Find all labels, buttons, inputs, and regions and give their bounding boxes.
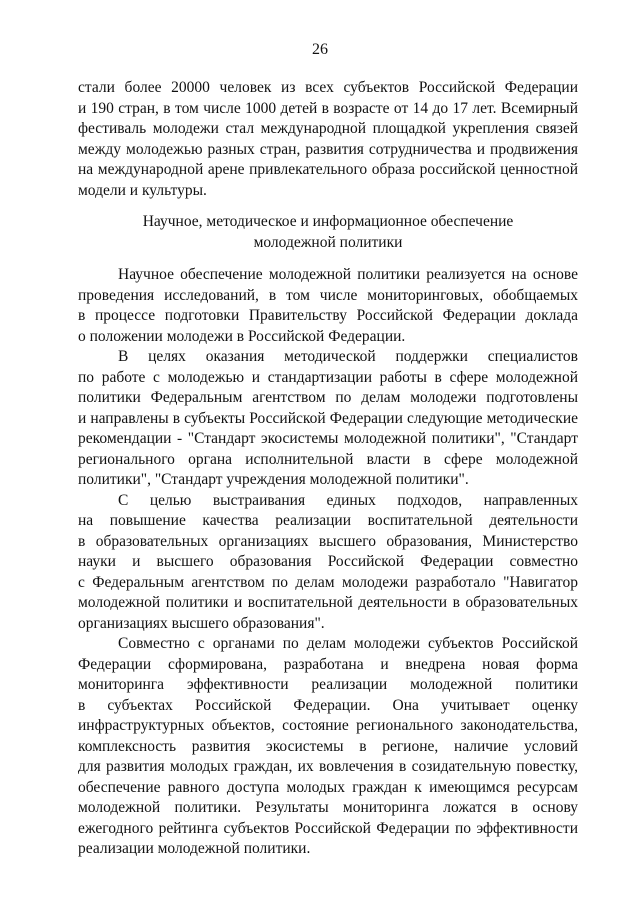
text-line: Федерации сформирована, разработана и внедрена новая форма [78, 655, 578, 673]
section-body [78, 265, 578, 860]
paragraph-navigator [78, 491, 578, 635]
text-line: С целью выстраивания единых подходов, направленных [118, 491, 578, 509]
section-heading [78, 212, 578, 253]
text-line: политики Федеральным агентством по делам молодежи подготовлены [78, 389, 578, 406]
text-line: молодежной политики и воспитательной деятельности в образовательных [78, 594, 578, 611]
text-line: политики", "Стандарт учреждения молодежной политики". [78, 471, 469, 488]
text-line: В целях оказания методической поддержки специалистов [118, 348, 578, 365]
text-line: модели и культуры. [78, 181, 207, 199]
text-line: о положении молодежи в Российской Федерации. [78, 327, 406, 345]
text-line: молодежной политики. Результаты мониторинга ложатся в основу [78, 799, 578, 816]
text-line: науки и высшего образования Российской Федерации совместно [78, 553, 578, 570]
text-line: ежегодного рейтинга субъектов Российской Федерации по эффективности [78, 819, 578, 837]
text-line: и направлены в субъекты Российской Федерации следующие методические [78, 409, 578, 427]
page-number: 26 [312, 41, 328, 58]
text-line: на повышение качества реализации воспитательной деятельности [78, 512, 578, 529]
text-line: Совместно с органами по делам молодежи субъектов Российской [118, 635, 578, 652]
paragraph-scientific-support [78, 265, 578, 347]
text-line: Научное обеспечение молодежной политики реализуется на основе [118, 266, 578, 283]
text-line: между молодежью разных стран, развития сотрудничества и продвижения [78, 140, 578, 158]
text-line: обеспечение равного доступа молодых граждан к имеющимся ресурсам [78, 778, 578, 796]
paragraph-monitoring [78, 634, 578, 860]
text-line: на международной арене привлекательного образа российской ценностной [78, 161, 578, 178]
text-line: для развития молодых граждан, их вовлечения в созидательную повестку, [78, 758, 578, 775]
text-line: проведения исследований, в том числе мониторинговых, обобщаемых [78, 286, 578, 304]
text-line: рекомендации - "Стандарт экосистемы молодежной политики", "Стандарт [78, 430, 578, 447]
text-line: стали более 20000 человек из всех субъектов Российской Федерации [78, 79, 578, 96]
text-line: по работе с молодежью и стандартизации работы в сфере молодежной [78, 368, 578, 386]
text-line: реализации молодежной политики. [78, 840, 311, 857]
intro-paragraph [78, 78, 578, 201]
text-line: фестиваль молодежи стал международной площадкой укрепления связей [78, 120, 578, 137]
text-line: комплексность развития экосистемы в регионе, наличие условий [78, 737, 578, 755]
paragraph-methodical-support [78, 347, 578, 491]
heading-line: Научное, методическое и информационное обеспечение [142, 213, 514, 230]
text-line: инфраструктурных объектов, состояние регионального законодательства, [78, 717, 578, 734]
text-line: мониторинга эффективности реализации молодежной политики [78, 676, 578, 693]
text-line: с Федеральным агентством по делам молодежи разработало "Навигатор [78, 573, 578, 591]
text-line: в процессе подготовки Правительству Российской Федерации доклада [78, 307, 578, 324]
text-line: в субъектах Российской Федерации. Она учитывает оценку [78, 696, 578, 714]
text-line: в образовательных организациях высшего образования, Министерство [78, 532, 578, 550]
text-line: организациях высшего образования". [78, 614, 325, 632]
text-line: регионального органа исполнительной власти в сфере молодежной [78, 450, 578, 468]
text-line: и 190 стран, в том числе 1000 детей в возрасте от 14 до 17 лет. Всемирный [78, 99, 578, 117]
heading-line: молодежной политики [253, 233, 403, 251]
